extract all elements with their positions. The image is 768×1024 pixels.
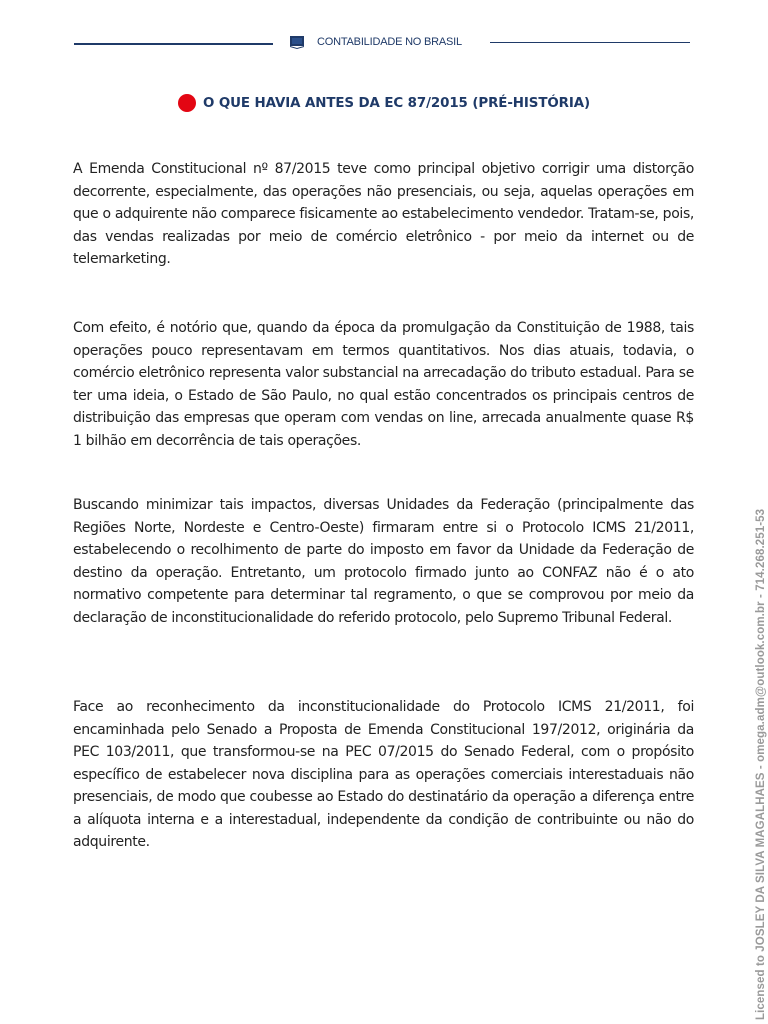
paragraph-2: Com efeito, é notório que, quando da época da promulgação da Constituição de 1988, tais operações pouco representavam em termos quantitativos. Nos dias atuais, todavia, o comércio eletrônico representa valor substancial na arrecadação do tributo estadual. Para se ter uma ideia, o Estado de São Paulo, no qual estão concentrados os principais centros de distribuição das empresas que operam com vendas on line, arrecada anualmente quase R$ 1 bilhão em decorrência de tais operações. bbox=[73, 320, 694, 449]
red-bullet-icon bbox=[178, 94, 196, 112]
paragraph-4: Face ao reconhecimento da inconstitucionalidade do Protocolo ICMS 21/2011, foi encaminhada pelo Senado a Proposta de Emenda Constitucional 197/2012, originária da PEC 103/2011, que transformou-se na PEC 07/2015 do Senado Federal, com o propósito específico de estabelecer nova disciplina para as operações comerciais interestaduais não presenciais, de modo que coubesse ao Estado do destinatário da operação a diferença entre a alíquota interna e a interestadual, independente da condição de contribuinte ou não do adquirente. bbox=[73, 699, 694, 850]
paragraph-1: A Emenda Constitucional nº 87/2015 teve como principal objetivo corrigir uma distorção decorrente, especialmente, das operações não presenciais, ou seja, aquelas operações em que o adquirente não comparece fisicamente ao estabelecimento vendedor. Tratam-se, pois, das vendas realizadas por meio de comércio eletrônico - por meio da internet ou de telemarketing. bbox=[73, 161, 694, 267]
book-icon bbox=[289, 35, 305, 49]
header-title: CONTABILIDADE NO BRASIL bbox=[317, 36, 462, 48]
paragraph-3: Buscando minimizar tais impactos, diversas Unidades da Federação (principalmente das Regiões Norte, Nordeste e Centro-Oeste) firmaram entre si o Protocolo ICMS 21/2011, estabelecendo o recolhimento de parte do imposto em favor da Unidade da Federação de destino da operação. Entretanto, um protocolo firmado junto ao CONFAZ não é o ato normativo competente para determinar tal regramento, o que se comprovou por meio da declaração de inconstitucionalidade do referido protocolo, pelo Supremo Tribunal Federal. bbox=[73, 497, 694, 626]
header-rule-left bbox=[74, 43, 273, 45]
section-heading bbox=[178, 93, 590, 113]
header-rule-right bbox=[490, 42, 690, 43]
license-watermark: Licensed to JOSLEY DA SILVA MAGALHAES - omega.adm@outlook.com.br - 714.268.251-53 bbox=[755, 508, 767, 1020]
page-header bbox=[0, 34, 768, 54]
section-title: O QUE HAVIA ANTES DA EC 87/2015 (PRÉ-HISTÓRIA) bbox=[203, 95, 591, 111]
